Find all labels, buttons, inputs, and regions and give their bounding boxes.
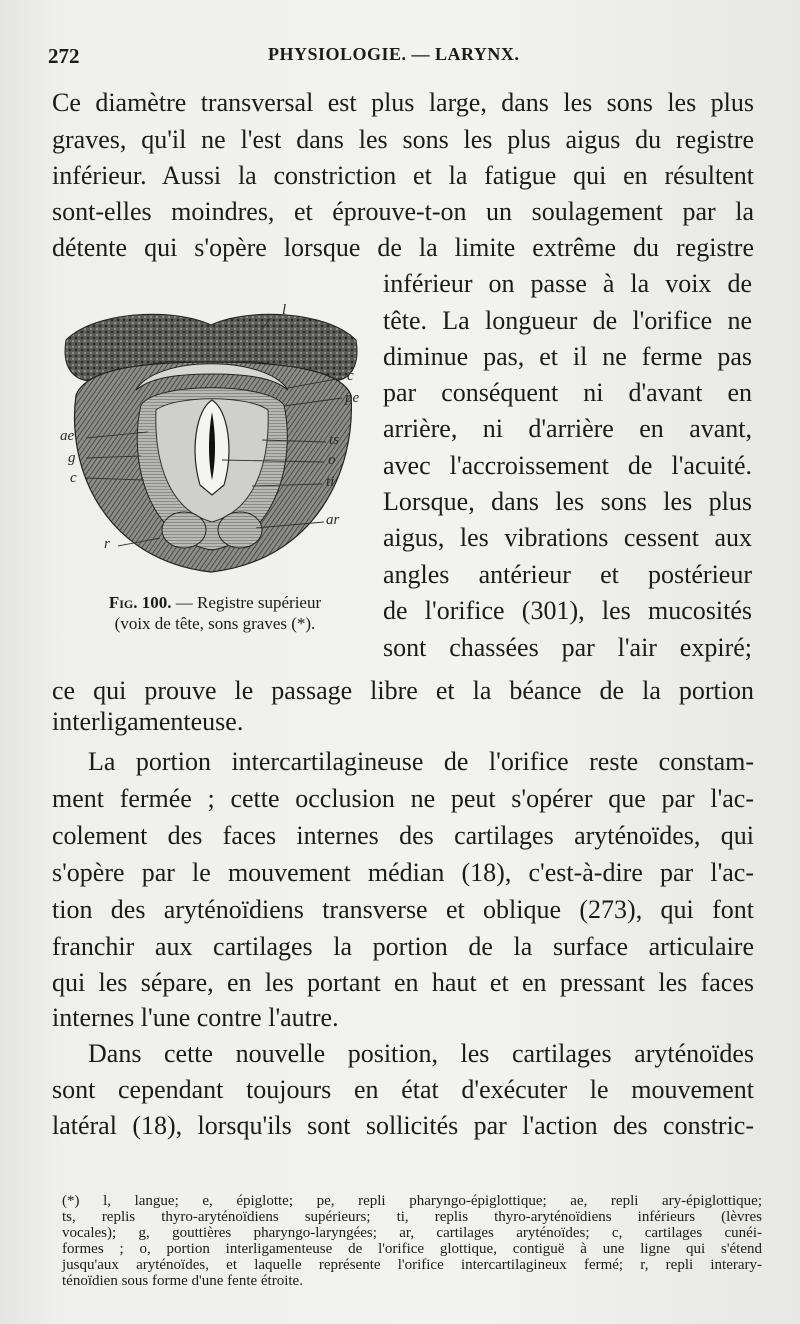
- fig-label-c2: c: [70, 470, 77, 486]
- caption-title: — Registre supérieur: [175, 593, 322, 612]
- running-title: PHYSIOLOGIE. — LARYNX.: [268, 44, 520, 64]
- text-line: graves, qu'il ne l'est dans les sons les plus aigus du registre: [52, 125, 754, 154]
- text-line: angles antérieur et postérieur: [383, 560, 752, 589]
- text-line: latéral (18), lorsqu'ils sont sollicités par l'action des constric-: [52, 1111, 754, 1140]
- figure-caption: [60, 592, 370, 634]
- fig-label-c: c: [347, 368, 354, 384]
- text-line: franchir aux cartilages la portion de la surface articulaire: [52, 932, 754, 961]
- fig-label-ts: ts: [329, 432, 340, 448]
- arytenoid-right: [218, 512, 262, 548]
- text-line: diminue pas, et il ne ferme pas: [383, 342, 752, 371]
- fig-label-ar: ar: [326, 512, 340, 528]
- page-header: [48, 44, 753, 70]
- page-number: 272: [48, 44, 80, 68]
- text-line: inférieur on passe à la voix de: [383, 269, 752, 298]
- text-line: par conséquent ni d'avant en: [383, 378, 752, 407]
- text-line: tion des aryténoïdiens transverse et oblique (273), qui font: [52, 895, 754, 924]
- text-line: inférieur. Aussi la constriction et la fatigue qui en résultent: [52, 161, 754, 190]
- text-line: arrière, ni d'arrière en avant,: [383, 414, 752, 443]
- text-line: sont cependant toujours en état d'exécuter le mouvement: [52, 1075, 754, 1104]
- text-line: s'opère par le mouvement médian (18), c'est-à-dire par l'ac-: [52, 858, 754, 887]
- fig-label-pe: pe: [345, 390, 360, 406]
- text-line: qui les sépare, en les portant en haut et en pressant les faces: [52, 968, 754, 997]
- footnote-line: ténoïdien sous forme d'une fente étroite.: [62, 1273, 303, 1289]
- text-line: tête. La longueur de l'orifice ne: [383, 306, 752, 335]
- text-line: interligamenteuse.: [52, 707, 244, 736]
- footnote-line: vocales); g, gouttières pharyngo-laryngées; ar, cartilages aryténoïdes; c, cartilages cunéi-: [62, 1225, 762, 1241]
- text-line: ment fermée ; cette occlusion ne peut s'opérer que par l'ac-: [52, 784, 754, 813]
- fig-label-r: r: [104, 536, 110, 552]
- footnote-line: (*) l, langue; e, épiglotte; pe, repli pharyngo-épiglottique; ae, repli ary-épiglottique;: [62, 1193, 762, 1209]
- text-line: de l'orifice (301), les mucosités: [383, 596, 752, 625]
- arytenoid-left: [162, 512, 206, 548]
- caption-subtitle: (voix de tête, sons graves (*).: [114, 614, 316, 633]
- text-line: Ce diamètre transversal est plus large, dans les sons les plus: [52, 88, 754, 117]
- fig-label-o: o: [328, 452, 336, 468]
- text-line: détente qui s'opère lorsque de la limite extrême du registre: [52, 233, 754, 262]
- larynx-figure: [56, 300, 371, 600]
- text-line: Dans cette nouvelle position, les cartilages aryténoïdes: [88, 1039, 754, 1068]
- fig-label-ti: ti: [326, 474, 335, 490]
- text-line: sont chassées par l'air expiré;: [383, 633, 752, 662]
- text-line: La portion intercartilagineuse de l'orifice reste constam-: [88, 747, 754, 776]
- text-line: avec l'accroissement de l'acuité.: [383, 451, 752, 480]
- footnote-line: formes ; o, portion interligamenteuse de l'orifice glottique, contiguë à une ligne qui s'étend: [62, 1241, 762, 1257]
- footnote-line: jusqu'aux aryténoïdes, et laquelle représente l'orifice intercartilagineux fermé; r, repli interary-: [62, 1257, 762, 1273]
- fig-label-ae: ae: [60, 428, 75, 444]
- text-line: sont-elles moindres, et éprouve-t-on un soulagement par la: [52, 197, 754, 226]
- text-line: internes l'une contre l'autre.: [52, 1003, 339, 1032]
- footnote-line: ts, replis thyro-aryténoïdiens supérieurs; ti, replis thyro-aryténoïdiens inférieurs (lèvres: [62, 1209, 762, 1225]
- text-line: Lorsque, dans les sons les plus: [383, 487, 752, 516]
- fig-label-g: g: [68, 450, 76, 466]
- text-line: ce qui prouve le passage libre et la béance de la portion: [52, 676, 754, 705]
- text-line: aigus, les vibrations cessent aux: [383, 523, 752, 552]
- fig-label-l: l: [282, 302, 287, 318]
- text-line: colement des faces internes des cartilages aryténoïdes, qui: [52, 821, 754, 850]
- caption-fig-number: Fig. 100.: [108, 593, 172, 612]
